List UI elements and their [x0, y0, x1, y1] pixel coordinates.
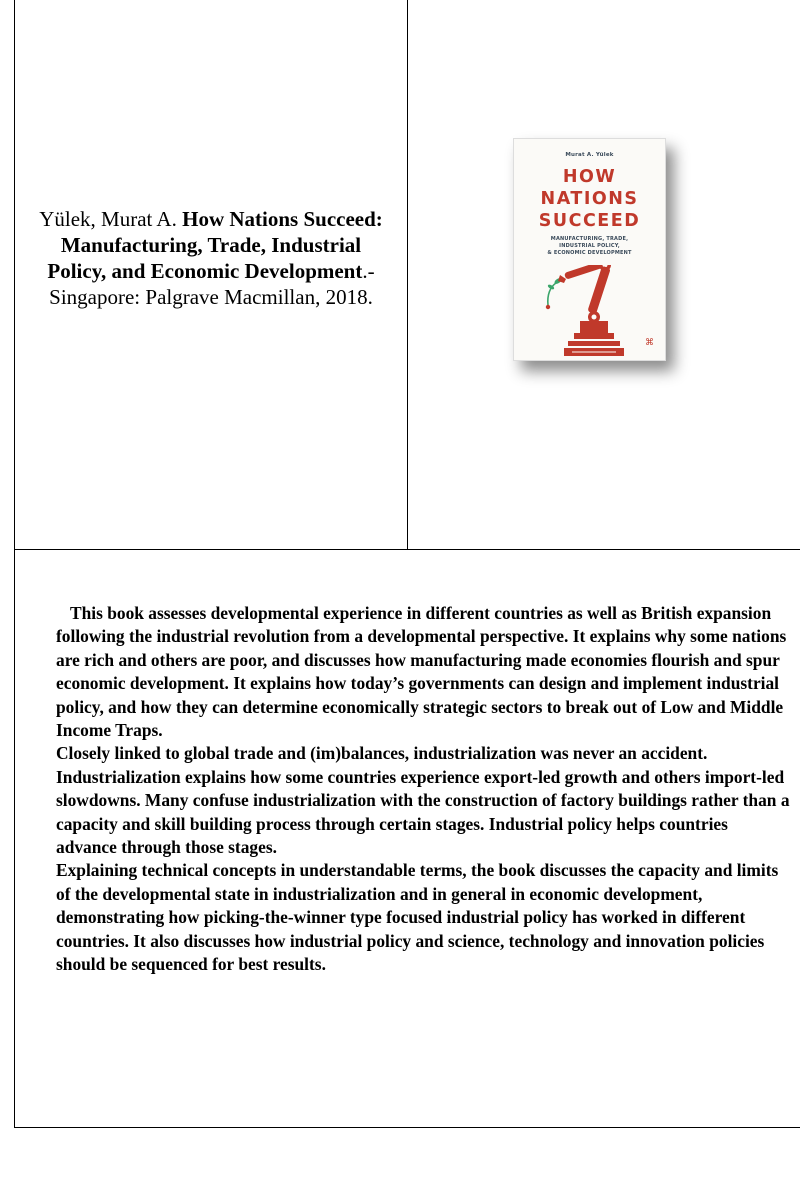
- citation-title: How Nations Succeed: Manufacturing, Trade, Industrial Policy, and Economic Development: [47, 207, 383, 283]
- column-divider: [407, 0, 408, 550]
- cover-subtitle: [514, 236, 665, 257]
- citation-publication: .-Singapore: Palgrave Macmillan, 2018.: [49, 259, 375, 309]
- cover-title: [514, 166, 665, 232]
- row-divider: [14, 549, 800, 550]
- abstract-paragraph: Closely linked to global trade and (im)balances, industrialization was never an accident. Industrialization explains how some countries experience export-led growth and others import-led slowdowns. Many confuse industrialization with the construction of factory buildings rather than a capacity and skill building process through certain stages. Industrial policy helps countries advance through those stages.: [56, 743, 790, 858]
- cover-title-line: SUCCEED: [538, 211, 641, 231]
- robot-arm-icon: [514, 265, 666, 361]
- cover-subtitle-line: MANUFACTURING, TRADE,: [550, 236, 629, 242]
- abstract-paragraph: This book assesses developmental experience in different countries as well as British expansion following the industrial revolution from a developmental perspective. It explains why some nations are rich and others are poor, and discusses how manufacturing made economies flourish and spur economic development. It explains how today’s governments can design and implement industrial policy, and how they can determine economically strategic sectors to break out of Low and Middle Income Traps.: [56, 603, 787, 741]
- cover-title-line: NATIONS: [540, 189, 639, 209]
- cover-author: Murat A. Yülek: [565, 152, 614, 158]
- citation: [30, 206, 392, 310]
- cover-subtitle-line: INDUSTRIAL POLICY,: [559, 243, 620, 249]
- cover-subtitle-line: & ECONOMIC DEVELOPMENT: [547, 250, 632, 256]
- abstract-paragraph: Explaining technical concepts in understandable terms, the book discusses the capacity and limits of the developmental state in industrialization and in general in economic development, demonstrating how picking-the-winner type focused industrial policy has worked in different countries. It also discusses how industrial policy and science, technology and innovation policies should be sequenced for best results.: [56, 860, 779, 975]
- book-cover: [513, 138, 666, 361]
- cover-title-line: HOW: [562, 167, 617, 187]
- palgrave-logo-icon: ⌘: [645, 338, 654, 348]
- citation-author: Yülek, Murat A.: [39, 207, 177, 231]
- abstract: [56, 602, 792, 977]
